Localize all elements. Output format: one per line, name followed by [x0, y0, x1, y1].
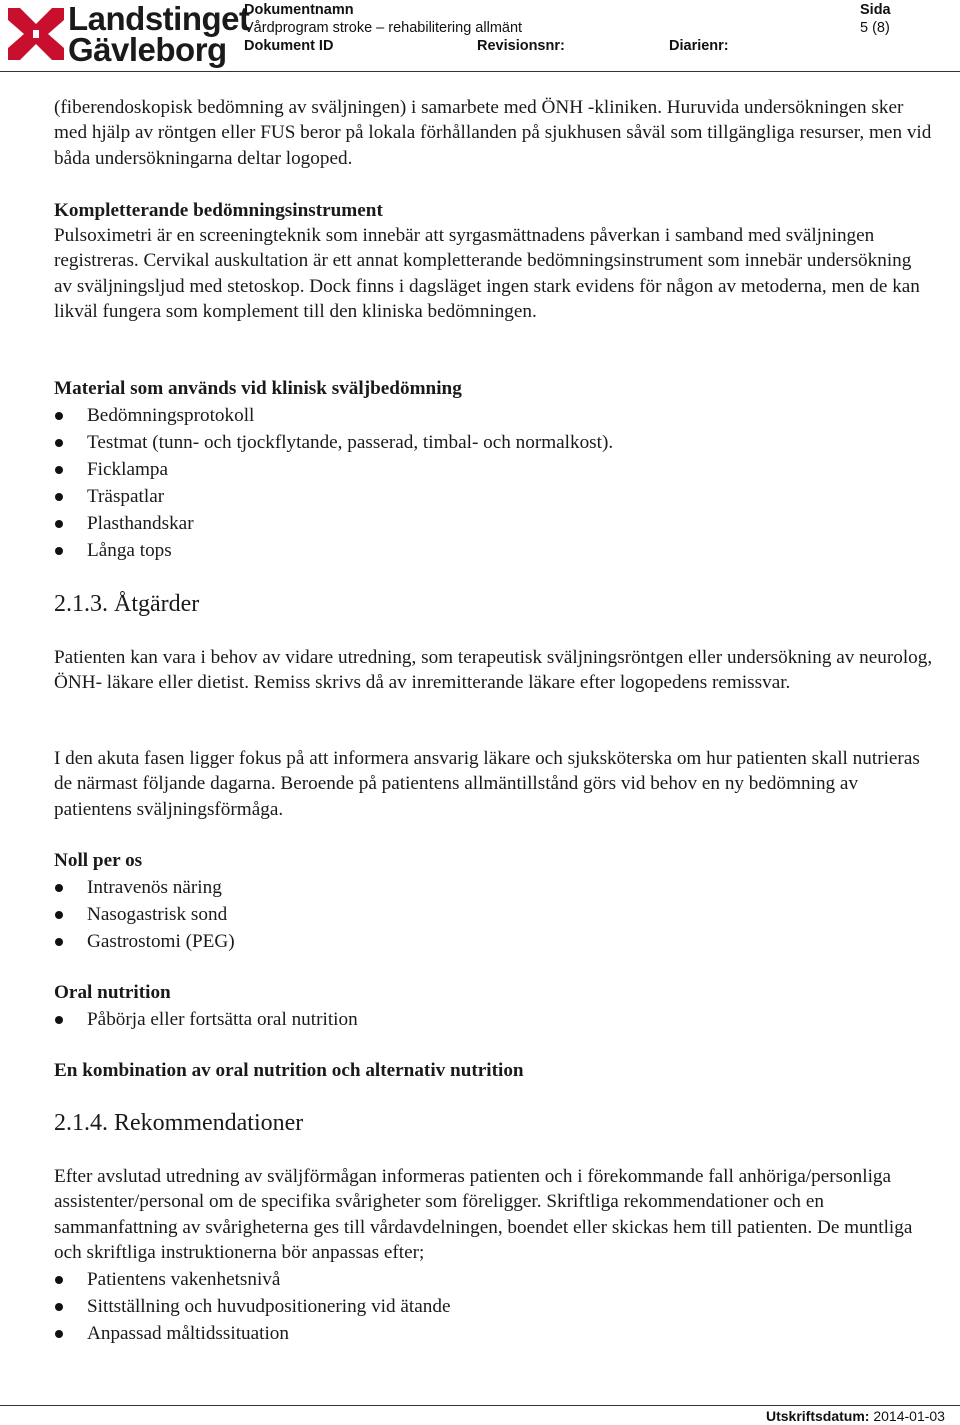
doc-name-label: Dokumentnamn [244, 2, 354, 18]
list-item: Bedömningsprotokoll [54, 402, 613, 429]
section-heading-atgarder: 2.1.3. Åtgärder [54, 591, 200, 617]
list-item: Nasogastrisk sond [54, 901, 235, 928]
revision-label: Revisionsnr: [477, 38, 565, 54]
doc-name: Vårdprogram stroke – rehabilitering allmänt [244, 20, 523, 36]
atgarder-paragraph-1: Patienten kan vara i behov av vidare utredning, som terapeutisk sväljningsröntgen eller undersökning av neurolog, ÖNH- läkare eller dietist. Remiss skrivs då av inremitterande läkare efter logopedens remissvar. [54, 647, 933, 694]
list-item: Påbörja eller fortsätta oral nutrition [54, 1006, 358, 1033]
diary-label: Diarienr: [669, 38, 729, 54]
logo-text-landstinget: Landstinget [68, 0, 250, 37]
page-number: 5 (8) [860, 20, 890, 36]
rek-list [54, 1266, 450, 1347]
list-item: Intravenös näring [54, 874, 235, 901]
list-item: Patientens vakenhetsnivå [54, 1266, 450, 1293]
doc-id-label: Dokument ID [244, 38, 334, 54]
landstinget-logo-icon [6, 4, 66, 64]
material-list [54, 402, 613, 564]
page-label: Sida [860, 2, 891, 18]
list-item: Testmat (tunn- och tjockflytande, passerad, timbal- och normalkost). [54, 429, 613, 456]
list-item: Anpassad måltidssituation [54, 1320, 450, 1347]
oral-list [54, 1006, 358, 1033]
heading-material: Material som används vid klinisk sväljbedömning [54, 378, 462, 399]
atgarder-paragraph-2: I den akuta fasen ligger fokus på att informera ansvarig läkare och sjuksköterska om hur patienten skall nutrieras de närmast följande dagarna. Beroende på patientens allmäntillstånd görs vid behov en ny bedömning av patientens sväljningsförmåga. [54, 748, 920, 820]
intro-paragraph: (fiberendoskopisk bedömning av sväljningen) i samarbete med ÖNH -kliniken. Huruvida undersökningen sker med hjälp av röntgen eller FUS beror på lokala förhållanden på sjukhusen såväl som tillgängliga resurser, men vid båda undersökningarna deltar logoped. [54, 97, 932, 169]
page-footer [766, 1408, 945, 1424]
noll-list [54, 874, 235, 955]
list-item: Ficklampa [54, 456, 613, 483]
heading-kombination: En kombination av oral nutrition och alternativ nutrition [54, 1060, 524, 1081]
list-item: Plasthandskar [54, 510, 613, 537]
heading-noll-per-os: Noll per os [54, 850, 143, 871]
kompletterande-paragraph: Pulsoximetri är en screeningteknik som innebär att syrgasmättnadens påverkan i samband med sväljningen registreras. Cervikal auskultation är ett annat kompletterande bedömningsinstrument som innebär undersökning av sväljningsljud med stetoskop. Dock finns i dagsläget ingen stark evidens för någon av metoderna, men de kan likväl fungera som komplement till den kliniska bedömningen. [54, 225, 920, 323]
print-date-label: Utskriftsdatum: [766, 1408, 870, 1424]
print-date: 2014-01-03 [873, 1408, 945, 1424]
heading-oral-nutrition: Oral nutrition [54, 982, 171, 1003]
footer-divider [0, 1405, 960, 1406]
list-item: Träspatlar [54, 483, 613, 510]
list-item: Långa tops [54, 537, 613, 564]
heading-kompletterande: Kompletterande bedömningsinstrument [54, 200, 383, 221]
logo-text-gavleborg: Gävleborg [68, 31, 227, 68]
organization-logo [6, 0, 250, 68]
rekommendationer-paragraph: Efter avslutad utredning av sväljförmågan informeras patienten och i förekommande fall anhöriga/personliga assistenter/personal om de specifika svårigheter som föreligger. Skriftliga rekommendationer och en sammanfattning av svårigheterna ges till vårdavdelningen, boendet eller skickas hem till patienten. De muntliga och skriftliga instruktionerna bör anpassas efter; [54, 1166, 913, 1264]
page-header [0, 0, 960, 72]
section-heading-rekommendationer: 2.1.4. Rekommendationer [54, 1110, 304, 1136]
header-divider [0, 71, 960, 72]
list-item: Sittställning och huvudpositionering vid ätande [54, 1293, 450, 1320]
list-item: Gastrostomi (PEG) [54, 928, 235, 955]
